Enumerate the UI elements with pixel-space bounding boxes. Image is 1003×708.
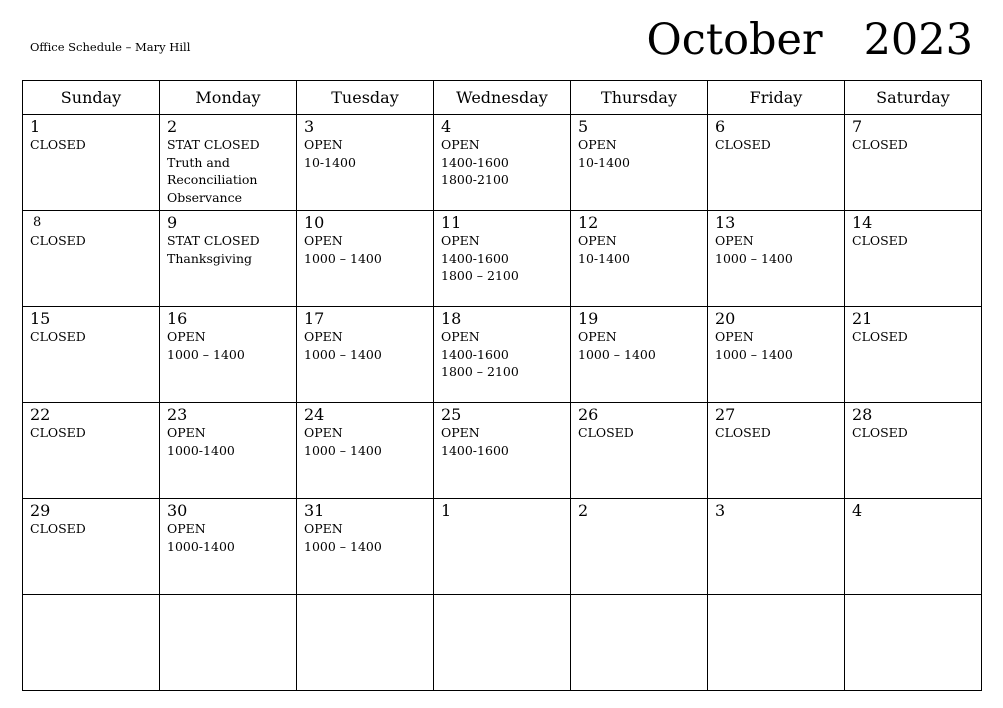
day-number: 18 xyxy=(441,309,462,328)
day-cell xyxy=(571,211,708,307)
day-number: 25 xyxy=(441,405,462,424)
schedule-note: STAT CLOSED xyxy=(167,137,260,152)
day-cell xyxy=(160,307,297,403)
day-cell xyxy=(23,307,160,403)
day-number: 5 xyxy=(578,117,589,136)
weekday-header: Tuesday xyxy=(297,81,434,115)
day-cell xyxy=(708,499,845,595)
schedule-note: Reconciliation xyxy=(167,172,258,187)
schedule-note: OPEN xyxy=(167,329,206,344)
day-cell xyxy=(160,115,297,211)
schedule-note: OPEN xyxy=(441,425,480,440)
day-cell xyxy=(845,115,982,211)
day-number: 9 xyxy=(167,213,178,232)
day-number: 20 xyxy=(715,309,736,328)
schedule-note: CLOSED xyxy=(715,425,771,440)
day-number: 3 xyxy=(304,117,315,136)
schedule-note: OPEN xyxy=(167,521,206,536)
day-cell xyxy=(708,115,845,211)
schedule-note: 1000 – 1400 xyxy=(578,346,656,362)
weekday-header: Monday xyxy=(160,81,297,115)
day-number: 1 xyxy=(441,501,452,520)
schedule-note: OPEN xyxy=(715,233,754,248)
day-cell xyxy=(845,307,982,403)
schedule-note: OPEN xyxy=(304,425,343,440)
day-number: 30 xyxy=(167,501,188,520)
day-cell xyxy=(297,115,434,211)
schedule-note: OPEN xyxy=(441,233,480,248)
schedule-note: 1000-1400 xyxy=(167,538,235,554)
day-number: 27 xyxy=(715,405,736,424)
day-cell xyxy=(708,403,845,499)
schedule-note: CLOSED xyxy=(30,329,86,344)
day-number: 24 xyxy=(304,405,325,424)
week-row xyxy=(23,115,982,211)
day-cell xyxy=(23,211,160,307)
schedule-note: 1800 – 2100 xyxy=(441,364,519,379)
schedule-note: CLOSED xyxy=(30,233,86,248)
schedule-note: OPEN xyxy=(715,329,754,344)
weekday-header-row xyxy=(23,81,982,115)
schedule-note: CLOSED xyxy=(30,521,86,536)
schedule-note: 1000 – 1400 xyxy=(304,346,382,362)
schedule-note: 1000 – 1400 xyxy=(304,442,382,458)
schedule-note: 1000 – 1400 xyxy=(715,346,793,362)
schedule-note: 10-1400 xyxy=(578,154,630,170)
day-cell xyxy=(434,403,571,499)
schedule-note: 1400-1600 xyxy=(441,442,509,458)
day-cell xyxy=(23,499,160,595)
schedule-note: 1400-1600 xyxy=(441,346,509,362)
day-cell xyxy=(23,595,160,691)
day-cell xyxy=(845,595,982,691)
day-cell xyxy=(571,403,708,499)
weekday-header: Sunday xyxy=(23,81,160,115)
schedule-note: 1800 – 2100 xyxy=(441,268,519,283)
day-cell xyxy=(571,595,708,691)
day-number: 23 xyxy=(167,405,188,424)
day-number: 28 xyxy=(852,405,873,424)
schedule-note: OPEN xyxy=(167,425,206,440)
day-number: 2 xyxy=(167,117,178,136)
schedule-note: 1000 – 1400 xyxy=(304,538,382,554)
week-row xyxy=(23,595,982,691)
day-cell xyxy=(23,403,160,499)
day-number: 14 xyxy=(852,213,873,232)
day-number: 12 xyxy=(578,213,599,232)
schedule-note: OPEN xyxy=(578,329,617,344)
day-number: 26 xyxy=(578,405,599,424)
schedule-note: OPEN xyxy=(578,137,617,152)
day-number: 31 xyxy=(304,501,325,520)
day-number: 6 xyxy=(715,117,726,136)
weekday-header: Friday xyxy=(708,81,845,115)
week-row xyxy=(23,211,982,307)
schedule-note: OPEN xyxy=(304,521,343,536)
day-number: 8 xyxy=(33,215,42,230)
day-cell xyxy=(571,499,708,595)
day-cell xyxy=(160,211,297,307)
day-number: 4 xyxy=(852,501,863,520)
schedule-note: CLOSED xyxy=(715,137,771,152)
schedule-note: STAT CLOSED xyxy=(167,233,260,248)
schedule-subtitle: Office Schedule – Mary Hill xyxy=(30,40,191,54)
schedule-note: 1400-1600 xyxy=(441,250,509,266)
schedule-note: 1800-2100 xyxy=(441,172,509,187)
day-cell xyxy=(434,115,571,211)
day-cell xyxy=(160,403,297,499)
schedule-note: Observance xyxy=(167,189,242,205)
week-row xyxy=(23,307,982,403)
schedule-note: 10-1400 xyxy=(578,250,630,266)
day-cell xyxy=(571,115,708,211)
schedule-note: CLOSED xyxy=(578,425,634,440)
schedule-note: OPEN xyxy=(441,137,480,152)
day-number: 19 xyxy=(578,309,599,328)
schedule-note: 1400-1600 xyxy=(441,154,509,170)
day-number: 22 xyxy=(30,405,51,424)
calendar-grid xyxy=(22,80,982,691)
day-number: 2 xyxy=(578,501,589,520)
schedule-note: 10-1400 xyxy=(304,154,356,170)
day-number: 21 xyxy=(852,309,873,328)
week-row xyxy=(23,403,982,499)
schedule-note: OPEN xyxy=(304,329,343,344)
schedule-note: 1000 – 1400 xyxy=(167,346,245,362)
day-cell xyxy=(434,211,571,307)
weekday-header: Wednesday xyxy=(434,81,571,115)
day-cell xyxy=(845,499,982,595)
day-cell xyxy=(297,499,434,595)
day-cell xyxy=(297,307,434,403)
day-number: 29 xyxy=(30,501,51,520)
schedule-note: OPEN xyxy=(441,329,480,344)
schedule-note: CLOSED xyxy=(852,233,908,248)
day-cell xyxy=(708,211,845,307)
schedule-note: CLOSED xyxy=(30,137,86,152)
day-number: 7 xyxy=(852,117,863,136)
day-cell xyxy=(708,307,845,403)
schedule-note: Truth and xyxy=(167,154,230,170)
day-number: 1 xyxy=(30,117,41,136)
day-cell xyxy=(845,211,982,307)
schedule-note: CLOSED xyxy=(852,137,908,152)
day-number: 15 xyxy=(30,309,51,328)
schedule-note: 1000 – 1400 xyxy=(715,250,793,266)
weekday-header: Thursday xyxy=(571,81,708,115)
month-title: October 2023 xyxy=(646,15,973,65)
schedule-note: OPEN xyxy=(578,233,617,248)
day-cell xyxy=(160,499,297,595)
schedule-note: 1000 – 1400 xyxy=(304,250,382,266)
schedule-note: Thanksgiving xyxy=(167,250,252,266)
day-cell xyxy=(845,403,982,499)
day-cell xyxy=(160,595,297,691)
day-cell xyxy=(297,403,434,499)
day-number: 17 xyxy=(304,309,325,328)
day-cell xyxy=(571,307,708,403)
schedule-note: 1000-1400 xyxy=(167,442,235,458)
day-number: 11 xyxy=(441,213,462,232)
day-number: 10 xyxy=(304,213,325,232)
day-cell xyxy=(708,595,845,691)
schedule-note: OPEN xyxy=(304,137,343,152)
schedule-note: OPEN xyxy=(304,233,343,248)
week-row xyxy=(23,499,982,595)
schedule-note: CLOSED xyxy=(852,425,908,440)
day-number: 4 xyxy=(441,117,452,136)
day-cell xyxy=(434,595,571,691)
day-cell xyxy=(434,307,571,403)
day-cell xyxy=(297,595,434,691)
day-number: 13 xyxy=(715,213,736,232)
day-cell xyxy=(297,211,434,307)
schedule-note: CLOSED xyxy=(30,425,86,440)
day-cell xyxy=(23,115,160,211)
day-number: 16 xyxy=(167,309,188,328)
schedule-note: CLOSED xyxy=(852,329,908,344)
day-cell xyxy=(434,499,571,595)
weekday-header: Saturday xyxy=(845,81,982,115)
day-number: 3 xyxy=(715,501,726,520)
